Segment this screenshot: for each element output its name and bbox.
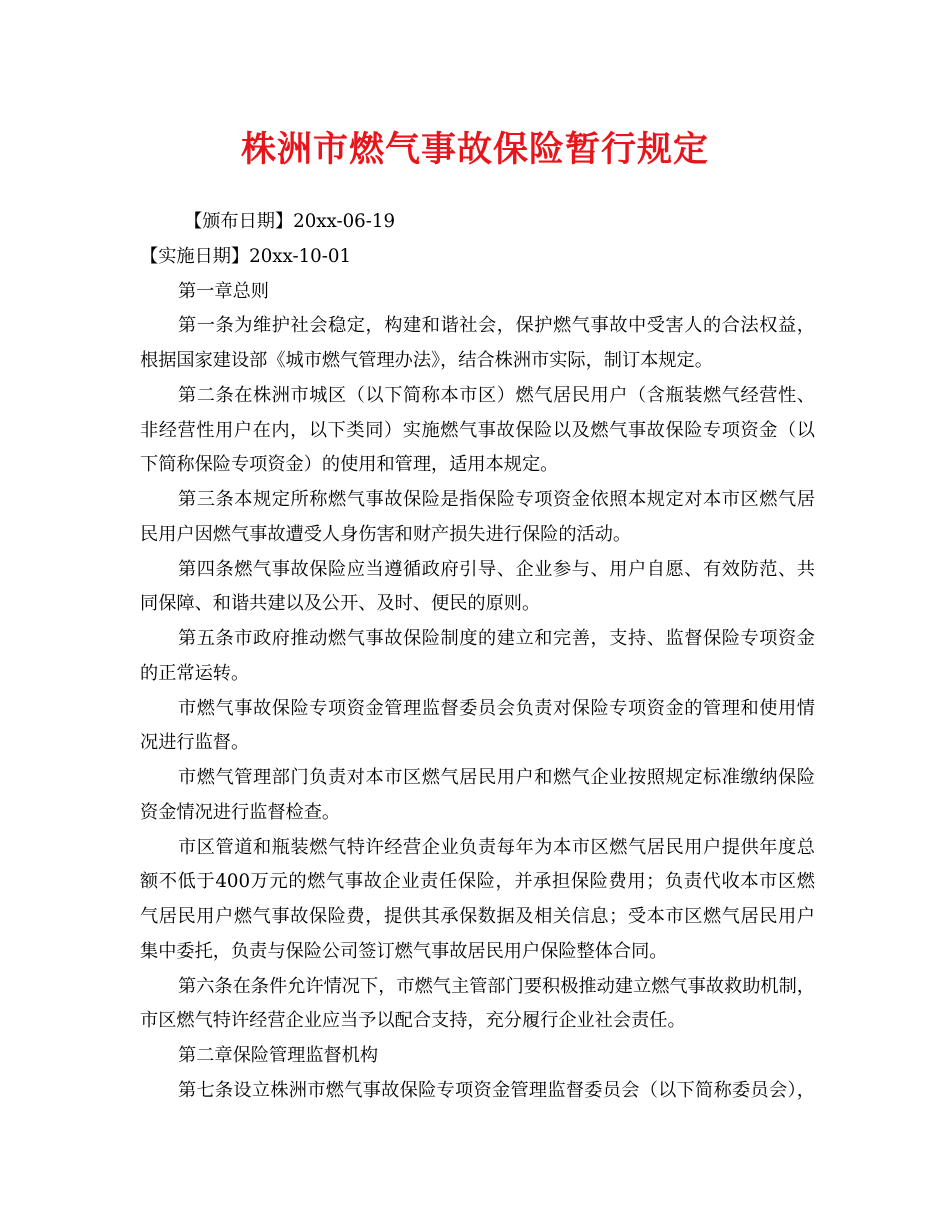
paragraph-line: 资金情况进行监督检查。 [140,801,341,823]
paragraph-line: 第五条市政府推动燃气事故保险制度的建立和完善，支持、监督保险专项资金 [178,628,815,649]
paragraph-line: 非经营性用户在内，以下类同）实施燃气事故保险以及燃气事故保险专项资金（以 [140,419,815,441]
paragraph-line: 市区燃气特许经营企业应当予以配合支持，充分履行企业社会责任。 [140,1010,686,1032]
paragraph-line: 第三条本规定所称燃气事故保险是指保险专项资金依照本规定对本市区燃气居 [178,489,815,510]
paragraph-line: 民用户因燃气事故遭受人身伤害和财产损失进行保险的活动。 [140,523,632,545]
paragraph-line: 集中委托，负责与保险公司签订燃气事故居民用户保险整体合同。 [140,940,668,962]
chapter-heading: 第二章保险管理监督机构 [178,1045,379,1066]
paragraph-line: 第六条在条件允许情况下，市燃气主管部门要积极推动建立燃气事故救助机制， [178,975,815,997]
paragraph-line: 况进行监督。 [140,732,250,754]
paragraph-line: 额不低于400万元的燃气事故企业责任保险，并承担保险费用；负责代收本市区燃 [140,871,815,893]
paragraph-line: 市区管道和瓶装燃气特许经营企业负责每年为本市区燃气居民用户提供年度总 [178,836,815,858]
paragraph-line: 市燃气管理部门负责对本市区燃气居民用户和燃气企业按照规定标准缴纳保险 [178,767,815,788]
paragraph-line: 第一条为维护社会稳定，构建和谐社会，保护燃气事故中受害人的合法权益， [178,315,815,337]
paragraph-line: 第四条燃气事故保险应当遵循政府引导、企业参与、用户自愿、有效防范、共 [178,558,815,580]
document-body [140,205,815,1109]
document-title: 株洲市燃气事故保险暂行规定 [240,130,709,170]
chapter-heading: 第一章总则 [178,280,269,302]
paragraph-line: 第二条在株洲市城区（以下简称本市区）燃气居民用户（含瓶装燃气经营性、 [178,384,815,406]
promulgation-date: 【颁布日期】20xx-06-19 [184,211,396,232]
paragraph-line: 气居民用户燃气事故保险费，提供其承保数据及相关信息；受本市区燃气居民用户 [140,906,815,927]
paragraph-line: 同保障、和谐共建以及公开、及时、便民的原则。 [140,593,541,615]
paragraph-line: 下简称保险专项资金）的使用和管理，适用本规定。 [140,454,559,476]
paragraph-line: 的正常运转。 [140,662,250,684]
paragraph-line: 根据国家建设部《城市燃气管理办法》，结合株洲市实际，制订本规定。 [140,350,713,371]
effective-date: 【实施日期】20xx-10-01 [140,245,352,267]
paragraph-line: 第七条设立株洲市燃气事故保险专项资金管理监督委员会（以下简称委员会）， [178,1079,815,1101]
paragraph-line: 市燃气事故保险专项资金管理监督委员会负责对保险专项资金的管理和使用情 [178,697,815,719]
